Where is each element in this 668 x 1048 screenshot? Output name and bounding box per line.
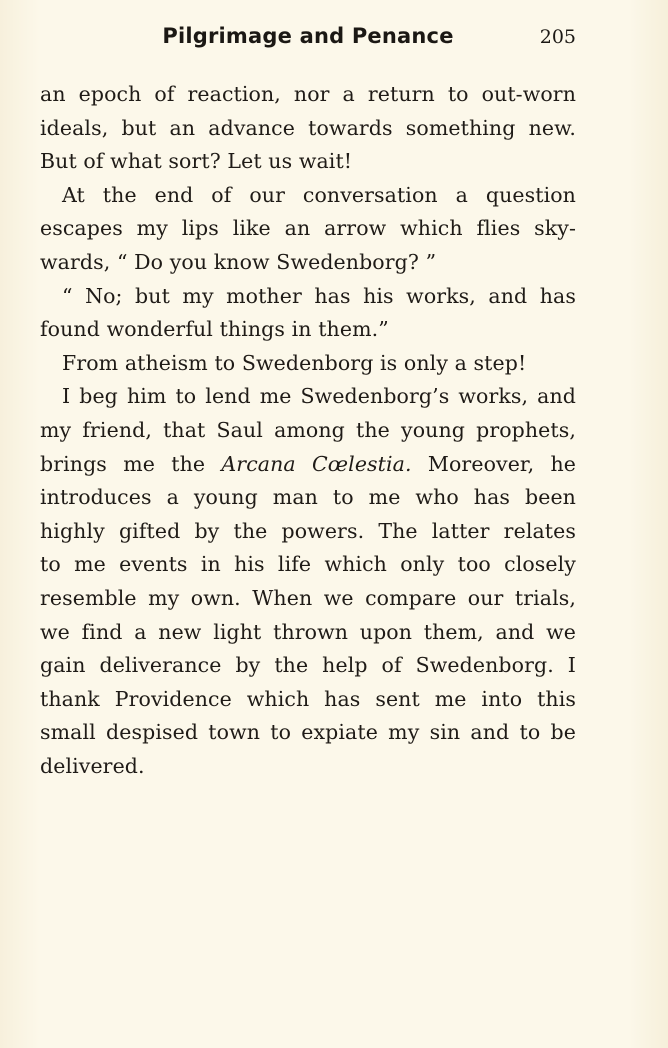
body-text [40,78,576,783]
text-line: gain deliverance by the help of Swedenborg. I [40,653,576,678]
chapter-title: Pilgrimage and Penance [162,24,454,48]
text-line: small despised town to expiate my sin and to be [40,720,576,745]
text-line: to me events in his life which only too closely [40,552,576,577]
text-line: At the end of our conversation a question [62,182,576,207]
text-line: highly gifted by the powers. The latter relates [40,518,576,543]
book-title-italic: Arcana Cœlestia. [221,451,412,476]
text-line: introduces a young man to me who has been [40,485,576,510]
text-line: found wonderful things in them.” [40,317,389,342]
text-line: But of what sort? Let us wait! [40,149,353,174]
text-line: I beg him to lend me Swedenborg’s works, and [62,384,576,409]
text-line: wards, “ Do you know Swedenborg? ” [40,249,437,274]
text-line: my friend, that Saul among the young prophets, [40,417,576,442]
running-head [40,24,576,56]
text-segment: Moreover, he [411,451,576,476]
text-line: an epoch of reaction, nor a return to out-worn [40,82,576,106]
text-line: escapes my lips like an arrow which flies sky- [40,216,576,241]
text-line: delivered. [40,753,145,778]
text-line: “ No; but my mother has his works, and has [62,283,576,308]
text-line: resemble my own. When we compare our trials, [40,585,576,610]
text-line: thank Providence which has sent me into this [40,686,576,711]
text-segment: brings me the [40,451,222,476]
text-line: From atheism to Swedenborg is only a step! [62,350,527,375]
text-line: ideals, but an advance towards something new. [40,115,576,140]
text-line-with-italic [40,448,576,482]
page-number: 205 [539,26,576,48]
text-line: we find a new light thrown upon them, and we [40,619,576,644]
